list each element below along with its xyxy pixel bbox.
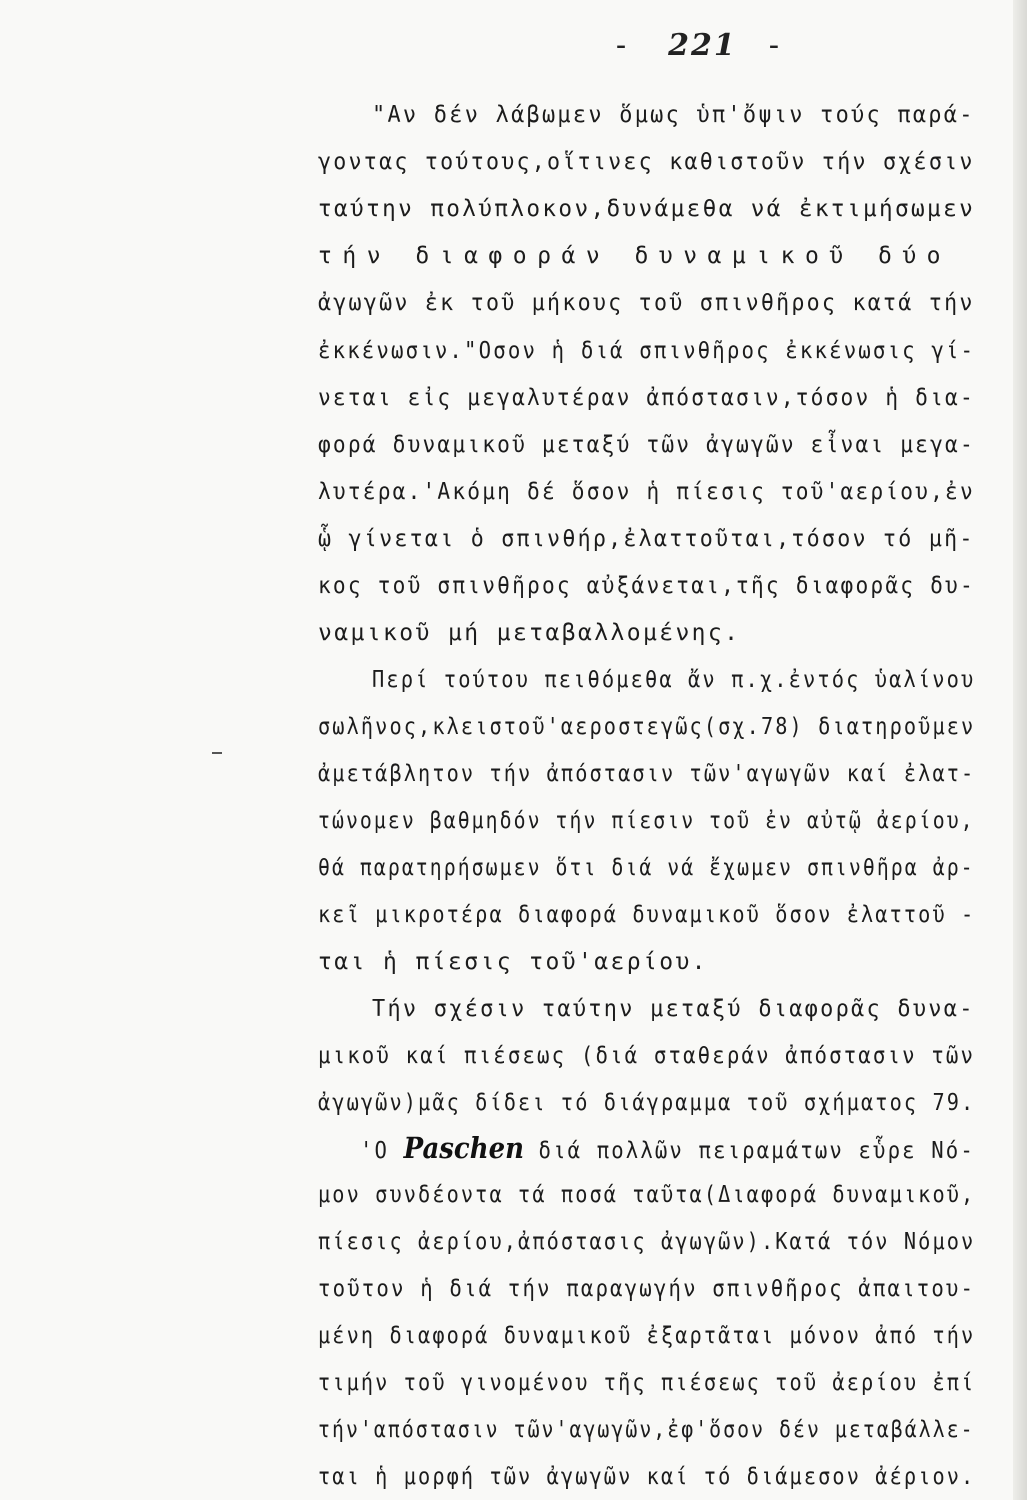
text-line: κεῖ μικροτέρα διαφορά δυναμικοῦ ὅσον ἐλαττοῦ - [318, 902, 976, 928]
text-line: ἀγωγῶν ἐκ τοῦ μήκους τοῦ σπινθῆρος κατά τήν [318, 290, 975, 316]
text-line: τήν'απόστασιν τῶν'αγωγῶν,ἐφ'ὅσον δέν μεταβάλλε- [318, 1417, 975, 1443]
handwritten-name-paschen: Paschen [403, 1131, 524, 1165]
text-line: μικοῦ καί πιέσεως (διά σταθεράν ἀπόστασιν τῶν [318, 1043, 976, 1069]
text-line: ᾧ γίνεται ὁ σπινθήρ,ἐλαττοῦται,τόσον τό μῆ- [318, 526, 975, 552]
page-number [612, 28, 793, 63]
text-line: μένη διαφορά δυναμικοῦ ἐξαρτᾶται μόνον ἀπό τήν [318, 1323, 976, 1349]
page-number-suffix: - [764, 28, 793, 63]
text-line: ται ἡ πίεσις τοῦ'αερίου. [318, 949, 708, 975]
text-line: θά παρατηρήσωμεν ὅτι διά νά ἔχωμεν σπινθῆρα ἀρ- [318, 855, 975, 881]
text-line: Περί τούτου πειθόμεθα ἄν π.χ.ἐντός ὑαλίνου [372, 667, 976, 693]
text-line: "Αν δέν λάβωμεν ὅμως ὑπ'ὄψιν τούς παρά- [372, 102, 975, 128]
text-line: μον συνδέοντα τά ποσά ταῦτα(Διαφορά δυναμικοῦ, [318, 1182, 976, 1208]
text-line: κος τοῦ σπινθῆρος αὐξάνεται,τῆς διαφορᾶς δυ- [318, 573, 975, 599]
text-line: σωλῆνος,κλειστοῦ'αεροστεγῶς(σχ.78) διατηροῦμεν [318, 714, 976, 740]
page-number-prefix: - [612, 28, 641, 63]
text-line: Τήν σχέσιν ταύτην μεταξύ διαφορᾶς δυνα- [372, 996, 975, 1022]
page-number-value: 221 [668, 28, 737, 63]
text-line: πίεσις ἀερίου,ἀπόστασις ἀγωγῶν).Κατά τόν Νόμον [318, 1229, 976, 1255]
text-line: τώνομεν βαθμηδόν τήν πίεσιν τοῦ ἐν αὐτῷ ἀερίου, [318, 808, 975, 834]
text-line: ἀμετάβλητον τήν ἀπόστασιν τῶν'αγωγῶν καί ἐλατ- [318, 761, 976, 787]
text-line: ναμικοῦ μή μεταβαλλομένης. [318, 620, 741, 646]
margin-dash-mark [212, 752, 222, 754]
paschen-line [360, 1133, 975, 1166]
paschen-line-rest: διά πολλῶν πειραμάτων εὗρε Νό- [538, 1138, 975, 1164]
text-line: ταύτην πολύπλοκον,δυνάμεθα νά ἐκτιμήσωμεν [318, 196, 976, 222]
text-line: φορά δυναμικοῦ μεταξύ τῶν ἀγωγῶν εἶναι μεγα- [318, 432, 975, 458]
text-line: νεται εἰς μεγαλυτέραν ἀπόστασιν,τόσον ἡ δια- [318, 385, 975, 411]
text-line: ἐκκένωσιν."Οσον ἡ διά σπινθῆρος ἐκκένωσις γί- [318, 338, 976, 364]
text-line: ται ἡ μορφή τῶν ἀγωγῶν καί τό διάμεσον ἀέριον. [318, 1464, 976, 1490]
scan-edge-shadow [1013, 0, 1027, 1500]
paschen-line-prefix: 'Ο [360, 1138, 390, 1164]
text-line: λυτέρα.'Ακόμη δέ ὅσον ἡ πίεσις τοῦ'αερίου,ἐν [318, 479, 975, 505]
text-line: τοῦτον ἡ διά τήν παραγωγήν σπινθῆρος ἀπαιτου- [318, 1276, 976, 1302]
text-line: γοντας τούτους,οἵτινες καθιστοῦν τήν σχέσιν [318, 149, 975, 175]
text-line: ἀγωγῶν)μᾶς δίδει τό διάγραμμα τοῦ σχήματος 79. [318, 1090, 976, 1116]
text-line: τιμήν τοῦ γινομένου τῆς πιέσεως τοῦ ἀερίου ἐπί [318, 1370, 976, 1396]
text-line: τήν διαφοράν δυναμικοῦ δύο [318, 243, 952, 269]
